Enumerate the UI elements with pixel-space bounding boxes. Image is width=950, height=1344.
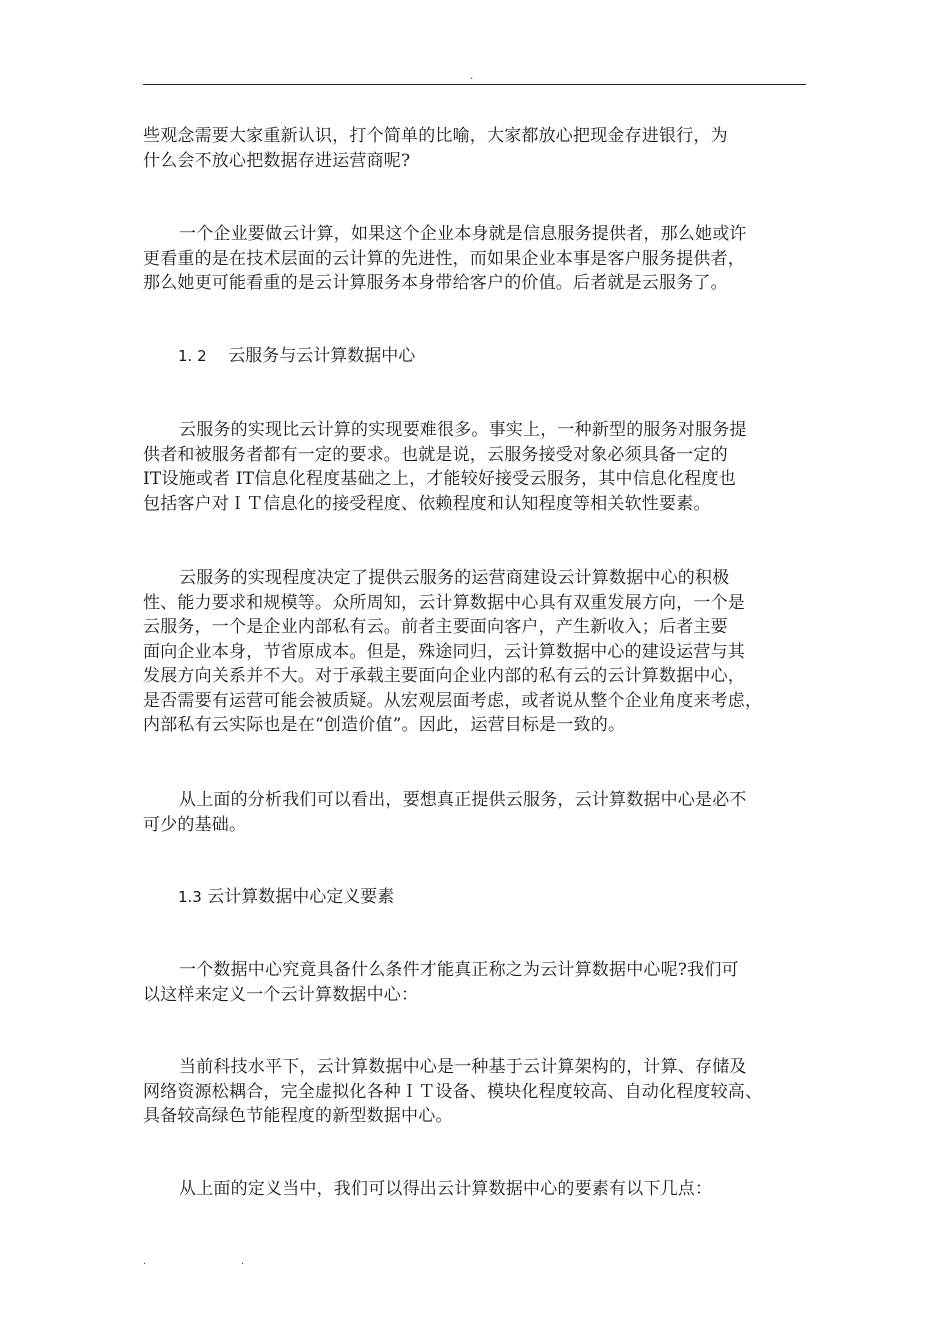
paragraph [143,1177,818,1202]
text-line: 内部私有云实际也是在“创造价值”。因此，运营目标是一致的。 [143,715,626,735]
section-title: 云服务与云计算数据中心 [228,346,416,366]
text-line: 云服务，一个是企业内部私有云。前者主要面向客户，产生新收入；后者主要 [143,617,728,637]
footer-mark-right: . [241,1256,245,1267]
section-title: 云计算数据中心定义要素 [207,887,395,907]
text-line: 些观念需要大家重新认识，打个简单的比喻，大家都放心把现金存进银行，为 [143,126,728,146]
text-line: 具备较高绿色节能程度的新型数据中心。 [143,1106,453,1126]
text-line: 云服务的实现比云计算的实现要难很多。事实上，一种新型的服务对服务提 [179,420,747,440]
paragraph [143,566,818,738]
text-line: 网络资源松耦合，完全虚拟化各种ＩＴ设备、模块化程度较高、自动化程度较高、 [143,1081,763,1102]
paragraph [143,1055,818,1129]
text-line: 当前科技水平下，云计算数据中心是一种基于云计算架构的，计算、存储及 [179,1057,747,1077]
header-mark: . [470,71,474,82]
text-line: 从上面的定义当中，我们可以得出云计算数据中心的要素有以下几点： [179,1179,713,1199]
text-line: 那么她更可能看重的是云计算服务本身带给客户的价值。后者就是云服务了。 [143,273,728,293]
text-line: 可少的基础。 [143,814,247,835]
text-line: 性、能力要求和规模等。众所周知，云计算数据中心具有双重发展方向，一个是 [143,592,745,613]
text-line: 面向企业本身，节省原成本。但是，殊途同归，云计算数据中心的建设运营与其 [143,641,745,662]
paragraph [143,788,818,837]
text-line: 一个数据中心究竟具备什么条件才能真正称之为云计算数据中心呢?我们可 [179,960,739,980]
section-number: 1.3 [178,888,202,906]
header-rule [143,84,806,85]
text-line: 供者和被服务者都有一定的要求。也就是说，云服务接受对象必须具备一定的 [143,444,728,465]
text-line: 云服务的实现程度决定了提供云服务的运营商建设云计算数据中心的积极 [179,568,730,588]
section-number: 1. 2 [178,347,207,365]
paragraph [143,418,818,516]
text-line: 从上面的分析我们可以看出，要想真正提供云服务，云计算数据中心是必不 [179,790,747,810]
text-line: 发展方向关系并不大。对于承载主要面向企业内部的私有云的云计算数据中心， [143,666,745,686]
text-line: 包括客户对ＩＴ信息化的接受程度、依赖程度和认知程度等相关软性要素。 [143,493,711,514]
paragraph [143,958,818,1007]
footer-mark-left: . [143,1256,147,1267]
paragraph [143,222,818,296]
text-line: 什么会不放心把数据存进运营商呢? [143,150,411,171]
paragraph [143,124,818,173]
text-line: 以这样来定义一个云计算数据中心： [143,984,419,1005]
section-heading [178,344,415,368]
section-heading [178,885,394,909]
text-line: 是否需要有运营可能会被质疑。从宏观层面考虑，或者说从整个企业角度来考虑， [143,690,763,711]
text-line: 更看重的是在技术层面的云计算的先进性，而如果企业本事是客户服务提供者， [143,248,745,269]
text-line: 一个企业要做云计算，如果这个企业本身就是信息服务提供者，那么她或许 [179,224,747,244]
text-line: IT设施或者 IT信息化程度基础之上，才能较好接受云服务，其中信息化程度也 [143,469,736,489]
